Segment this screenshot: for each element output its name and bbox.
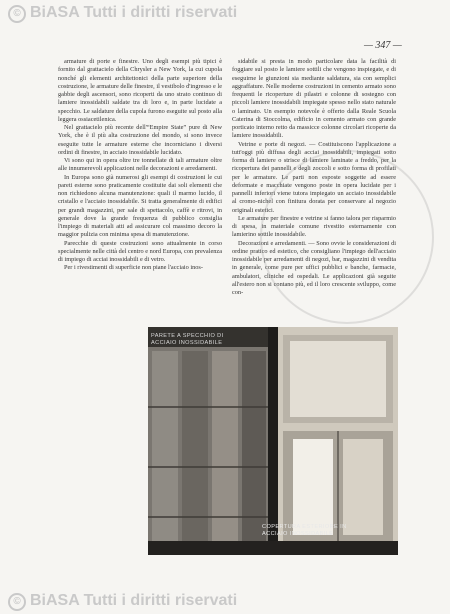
photo-illustration <box>148 327 398 555</box>
paragraph: Parecchie di queste costruzioni sono attualmente in corso specialmente nelle città del centro e nord Europa, con prevalenza di impiego di acciai inossidabili e di vetro. <box>58 239 222 263</box>
paragraph: armature di porte e finestre. Uno degli esempi più tipici è fornito dal grattacielo della Chrysler a New York, la cui cupola nonché gli elementi architettonici della parte superiore della costruzione, le armature delle finestre, il vestibolo d'ingresso e le gabbie degli ascensori, sono ricoperti da uno strato continuo di lamiere inossidabili saldate tra di loro e, in parte lucidate a specchio. Le saldature della cupola furono eseguite sul posto alla leggera ossiacetilenica. <box>58 58 222 123</box>
right-column <box>232 58 396 297</box>
watermark-text: BiASA Tutti i diritti riservati <box>30 592 238 609</box>
paragraph: Vetrine e porte di negozi. — Costituiscono l'applicazione a tutt'oggi più diffusa degli acciai inossidabili, impiegati sotto forma di lamiere o strisce di lamiere laminate a freddo, per la ricopertura dei pannelli e degli zoccoli e sotto forma di profilati per le armature. Le parti non esposte soggette ad essere deformate e macchiate vengono poste in opera lucidate per i pannelli inferiori viene tutora impiegato un acciaio inossidabile al cromo-nichel con finitura dorata per conservare al negozio originali estetici. <box>232 140 396 214</box>
paragraph: Vi sono qui in opera oltre tre tonnellate di tali armature oltre alle innumerevoli applicazioni nelle decorazioni e arredamenti. <box>58 157 222 173</box>
paragraph: Le armature per finestre e vetrine si fanno talora per risparmio di spesa, in materiale comune rivestito esternamente con lamierino sottile inossidabile. <box>232 214 396 239</box>
copyright-icon: © <box>8 5 26 23</box>
copyright-icon: © <box>8 593 26 611</box>
paragraph: Per i rivestimenti di superficie non piane l'acciaio inos- <box>64 264 203 272</box>
paragraph: Nel grattacielo più recente dell'“Empire State” pure di New York, che è il più alta costruzione del mondo, si sono invece eseguite tutte le armature esterne che incorniciano i diversi ordini di finestre, in acciaio inossidabile lucidato. <box>58 124 222 156</box>
watermark-bottom <box>0 590 450 612</box>
left-column <box>58 58 222 273</box>
photograph <box>148 327 398 555</box>
watermark-top <box>0 2 450 24</box>
paragraph: In Europa sono già numerosi gli esempi di costruzioni le cui pareti esterne sono praticamente costituite dai soli elementi che non richiedono alcuna manutenzione: quali il marmo lucido, il cristallo e l'acciaio inossidabile. Si tratta generalmente di edifici per grandi magazzini, per sale di spettacolo, caffè e ritrovi, in generale dove la grande frequenza di pubblico consiglia l'impiego di materiali atti ad assicurare col massimo decoro la maggior pulizia con minima spesa di manutenzione. <box>58 173 222 239</box>
paragraph: Decorazioni e arredamenti. — Sono ovvie le considerazioni di ordine pratico ed estetico, che consigliano l'impiego dell'acciaio inossidabile per arredamenti di negozi, bar, magazzini di vendita in generale, come pure per uffici pubblici e banche, farmacie, ambulatori, cliniche ed ospedali. Le applicazioni già seguite all'estero non si contano più, ed il loro crescente sviluppo, come con- <box>232 239 396 296</box>
page-number: — 347 — <box>364 40 402 51</box>
photo-caption-top: PARETE A SPECCHIO DI ACCIAIO INOSSIDABILE <box>151 333 224 346</box>
watermark-text: BiASA Tutti i diritti riservati <box>30 4 238 21</box>
photo-caption-bottom: COPERTURA ESTERIORE IN ACCIAIO INOSSIDABILE <box>262 524 347 537</box>
paragraph: sidabile si presta in modo particolare data la facilità di foggiare sul posto le lamiere sottili che vengono inspiegate, e di eseguirne le giunzioni sia mediante saldatura, sia con semplici aggraffature. Nelle moderne costruzioni in cemento armato sono frequenti le ricoperture di pilastri e colonne di sostegno con piccoli lamiere inossidabili impiegate spesso nello stato naturale o laminato. Un esempio notevole è offerto dalla Reale Scuola Caterina di Stoccolma, edificio in cemento armato con grande porticato interno retto da massicce colonne circolari ricoperte da lamiere inossidabili. <box>232 58 396 140</box>
